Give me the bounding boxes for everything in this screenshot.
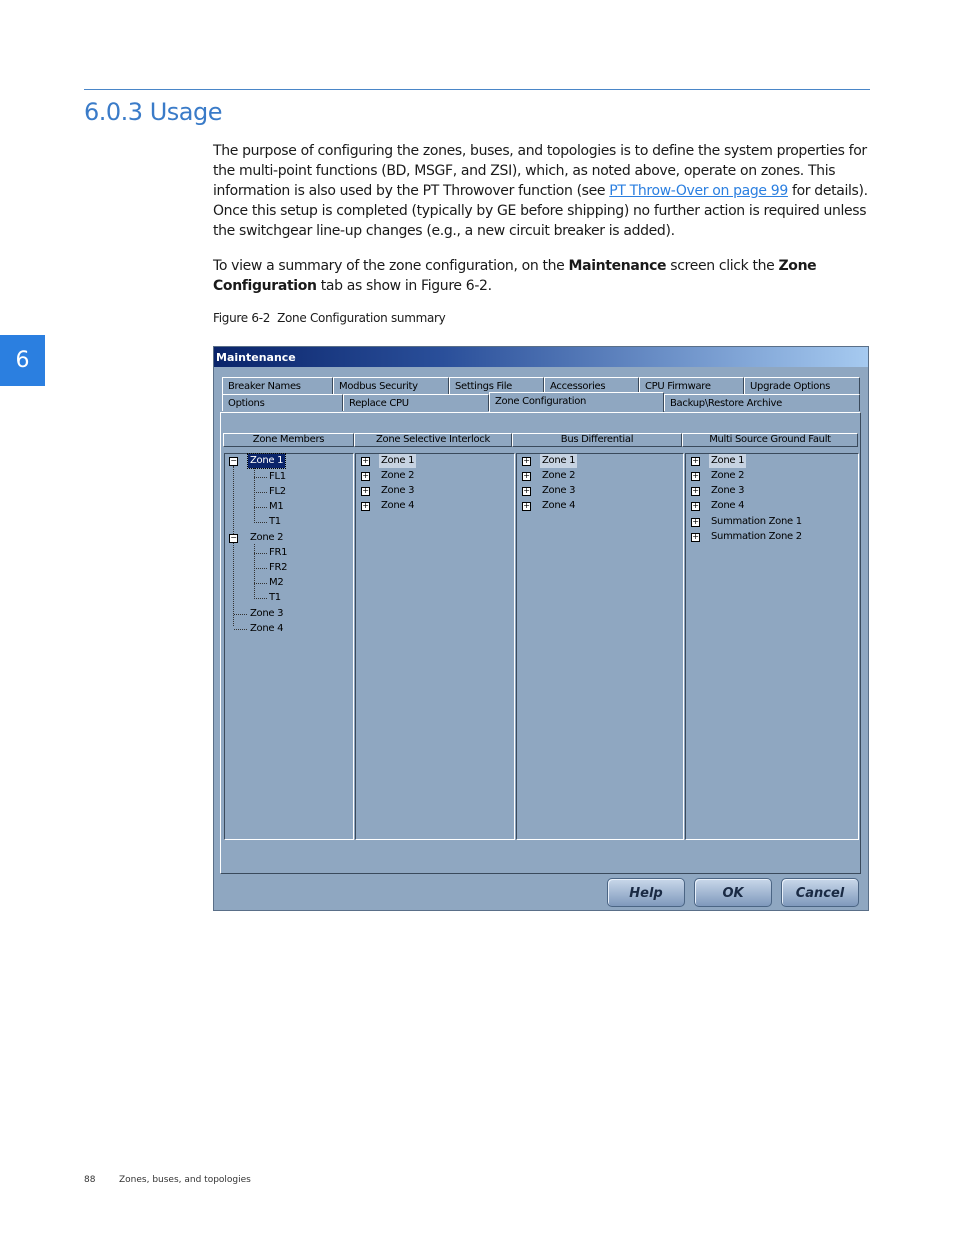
zone2-child-m2[interactable]: M2 bbox=[269, 577, 284, 588]
section-title: 6.0.3 Usage bbox=[84, 98, 222, 126]
collapse-icon[interactable]: − bbox=[230, 456, 237, 465]
figure-caption bbox=[213, 311, 445, 325]
expand-icon[interactable]: + bbox=[692, 471, 699, 480]
maintenance-window bbox=[213, 346, 869, 911]
msgf-summation-zone1[interactable]: Summation Zone 1 bbox=[711, 516, 802, 527]
para2-text-3: tab as show in Figure 6-2. bbox=[316, 278, 492, 294]
expand-icon[interactable]: + bbox=[692, 532, 699, 541]
zsi-tree[interactable] bbox=[355, 453, 515, 840]
tree-line bbox=[254, 598, 267, 599]
tab-breaker-names[interactable]: Breaker Names bbox=[222, 377, 333, 394]
zone-members-tree[interactable] bbox=[224, 453, 354, 840]
zone1-child-m1[interactable]: M1 bbox=[269, 501, 284, 512]
tab-upgrade-options[interactable]: Upgrade Options bbox=[744, 377, 860, 394]
tree-line bbox=[254, 507, 267, 508]
msgf-zone3[interactable]: Zone 3 bbox=[711, 485, 745, 496]
expand-icon[interactable]: + bbox=[692, 501, 699, 510]
tree-line bbox=[254, 492, 267, 493]
window-title: Maintenance bbox=[214, 347, 868, 367]
zone2-child-fr1[interactable]: FR1 bbox=[269, 547, 288, 558]
msgf-zone1[interactable]: Zone 1 bbox=[711, 455, 745, 466]
zone1-child-fl1[interactable]: FL1 bbox=[269, 471, 286, 482]
msgf-zone4[interactable]: Zone 4 bbox=[711, 500, 745, 511]
zsi-zone4[interactable]: Zone 4 bbox=[381, 500, 415, 511]
expand-icon[interactable]: + bbox=[362, 456, 369, 465]
zone1-child-t1[interactable]: T1 bbox=[269, 516, 281, 527]
tree-line bbox=[254, 583, 267, 584]
footer-page-number: 88 bbox=[84, 1175, 96, 1185]
zsi-zone2[interactable]: Zone 2 bbox=[381, 470, 415, 481]
para1-text-2: for details). Once this setup is completed (typically by GE before shipping) no further action is required unless the switchgear line-up changes (e.g., a new circuit breaker is added). bbox=[213, 183, 868, 239]
maintenance-term: Maintenance bbox=[568, 258, 667, 274]
msgf-summation-zone2[interactable]: Summation Zone 2 bbox=[711, 531, 802, 542]
tree-line bbox=[234, 614, 247, 615]
zone-member-zone3[interactable]: Zone 3 bbox=[250, 608, 284, 619]
para1-text-1: The purpose of configuring the zones, buses, and topologies is to define the system properties for the multi-point functions (BD, MSGF, and ZSI), which, as noted above, operate on zones. This information is also used by the PT Throwover function (see bbox=[213, 143, 867, 199]
figure-caption-text: Zone Configuration summary bbox=[277, 311, 446, 325]
bd-zone3[interactable]: Zone 3 bbox=[542, 485, 576, 496]
header-multi-source-ground-fault: Multi Source Ground Fault bbox=[682, 433, 858, 447]
bd-zone2[interactable]: Zone 2 bbox=[542, 470, 576, 481]
zsi-zone3[interactable]: Zone 3 bbox=[381, 485, 415, 496]
zsi-zone1[interactable]: Zone 1 bbox=[381, 455, 415, 466]
tab-cpu-firmware[interactable]: CPU Firmware bbox=[639, 377, 744, 394]
tree-line bbox=[254, 553, 267, 554]
pt-throwover-link[interactable]: PT Throw-Over on page 99 bbox=[609, 183, 788, 199]
tab-backup-restore-archive[interactable]: Backup\Restore Archive bbox=[664, 394, 860, 411]
zone-member-zone4[interactable]: Zone 4 bbox=[250, 623, 284, 634]
header-zone-members: Zone Members bbox=[223, 433, 354, 447]
tree-line bbox=[254, 468, 255, 521]
collapse-icon[interactable]: − bbox=[230, 533, 237, 542]
expand-icon[interactable]: + bbox=[523, 471, 530, 480]
expand-icon[interactable]: + bbox=[523, 456, 530, 465]
tab-zone-configuration[interactable]: Zone Configuration bbox=[489, 392, 664, 412]
tab-options[interactable]: Options bbox=[222, 394, 343, 411]
footer-chapter-title: Zones, buses, and topologies bbox=[119, 1175, 251, 1185]
expand-icon[interactable]: + bbox=[692, 517, 699, 526]
tree-line bbox=[254, 522, 267, 523]
zone1-child-fl2[interactable]: FL2 bbox=[269, 486, 286, 497]
expand-icon[interactable]: + bbox=[362, 501, 369, 510]
tab-replace-cpu[interactable]: Replace CPU bbox=[343, 394, 489, 411]
zone2-child-t1[interactable]: T1 bbox=[269, 592, 281, 603]
expand-icon[interactable]: + bbox=[523, 486, 530, 495]
tab-accessories[interactable]: Accessories bbox=[544, 377, 639, 394]
expand-icon[interactable]: + bbox=[362, 471, 369, 480]
paragraph-1 bbox=[213, 141, 873, 241]
expand-icon[interactable]: + bbox=[523, 501, 530, 510]
zone2-child-fr2[interactable]: FR2 bbox=[269, 562, 288, 573]
expand-icon[interactable]: + bbox=[692, 486, 699, 495]
zone-member-zone1[interactable]: Zone 1 bbox=[250, 455, 284, 466]
header-bus-differential: Bus Differential bbox=[512, 433, 682, 447]
header-zone-selective-interlock: Zone Selective Interlock bbox=[354, 433, 512, 447]
para2-text-1: To view a summary of the zone configuration, on the bbox=[213, 258, 569, 274]
tree-line bbox=[233, 466, 234, 626]
tab-modbus-security[interactable]: Modbus Security bbox=[333, 377, 449, 394]
chapter-tab[interactable]: 6 bbox=[0, 335, 45, 386]
msgf-zone2[interactable]: Zone 2 bbox=[711, 470, 745, 481]
tree-line bbox=[254, 568, 267, 569]
zone-member-zone2[interactable]: Zone 2 bbox=[250, 532, 284, 543]
tab-settings-file[interactable]: Settings File bbox=[449, 377, 544, 394]
tree-line bbox=[254, 477, 267, 478]
ok-button[interactable]: OK bbox=[694, 878, 772, 907]
expand-icon[interactable]: + bbox=[692, 456, 699, 465]
help-button[interactable]: Help bbox=[607, 878, 685, 907]
expand-icon[interactable]: + bbox=[362, 486, 369, 495]
para2-text-2: screen click the bbox=[666, 258, 779, 274]
figure-label: Figure 6-2 bbox=[213, 311, 271, 325]
tree-line bbox=[234, 629, 247, 630]
top-rule bbox=[84, 89, 870, 90]
bd-zone1[interactable]: Zone 1 bbox=[542, 455, 576, 466]
bd-zone4[interactable]: Zone 4 bbox=[542, 500, 576, 511]
tree-line bbox=[254, 544, 255, 597]
zone-configuration-term: Zone Configuration bbox=[213, 258, 817, 294]
paragraph-2 bbox=[213, 256, 873, 296]
cancel-button[interactable]: Cancel bbox=[781, 878, 859, 907]
